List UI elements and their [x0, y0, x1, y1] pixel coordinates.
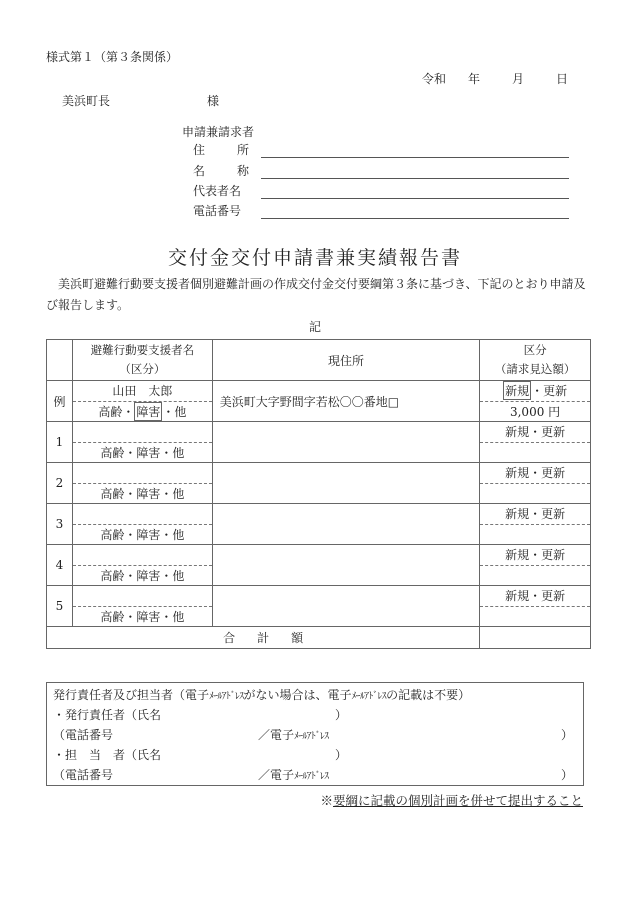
issuer-name-label: ・発行責任者（氏名	[53, 708, 162, 722]
issuer-name-close: ）	[335, 708, 348, 722]
email-prefix: ／電子	[258, 728, 295, 742]
type-new-selected: 新規	[503, 381, 531, 400]
staff-name-close: ）	[335, 748, 348, 762]
name-label-b: 称	[236, 164, 249, 178]
staff-email-label	[258, 765, 329, 787]
row-amount-input[interactable]	[480, 607, 590, 627]
row-type[interactable]: 新規・更新	[480, 422, 590, 443]
document-title: 交付金交付申請書兼実績報告書	[167, 247, 462, 269]
row-no: 5	[47, 586, 73, 627]
staff-phone-label: （電話番号	[53, 768, 114, 782]
header-no	[47, 340, 73, 381]
row-name-cell	[72, 545, 212, 586]
example-row	[47, 381, 591, 422]
example-kubun-cell	[480, 381, 591, 422]
application-table	[46, 339, 591, 649]
header-name-line1: 避難行動要支援者名	[90, 343, 195, 357]
example-amount: 3,000 円	[509, 404, 561, 419]
date-month-label: 月	[512, 72, 525, 86]
row-category[interactable]: 高齢・障害・他	[100, 486, 185, 501]
issuer-name-line	[53, 705, 577, 725]
form-number: 様式第１（第３条関係）	[46, 50, 179, 64]
row-amount-input[interactable]	[480, 484, 590, 504]
date-day-label: 日	[556, 72, 569, 86]
row-name-cell	[72, 422, 212, 463]
row-name-cell	[72, 463, 212, 504]
row-address-input[interactable]	[212, 463, 479, 504]
total-label: 合計額	[47, 627, 480, 649]
email-kana: ﾒｰﾙｱﾄﾞﾚｽ	[294, 771, 329, 782]
total-row	[47, 627, 591, 649]
responsible-heading	[53, 685, 577, 705]
header-address: 現住所	[212, 340, 479, 381]
row-category[interactable]: 高齢・障害・他	[100, 527, 185, 542]
table-row	[47, 504, 591, 545]
row-name-input[interactable]	[73, 586, 212, 607]
address-field-row	[193, 141, 569, 158]
row-no: 3	[47, 504, 73, 545]
issuer-phone-label: （電話番号	[53, 728, 114, 742]
heading-kana-2: ﾒｰﾙｱﾄﾞﾚｽ	[351, 691, 387, 702]
row-address-input[interactable]	[212, 545, 479, 586]
row-name-input[interactable]	[73, 545, 212, 566]
body-text: 美浜町避難行動要支援者個別避難計画の作成交付金交付要綱第３条に基づき、下記のとおり申請及び報告します。	[46, 277, 586, 312]
row-name-input[interactable]	[73, 504, 212, 525]
row-type[interactable]: 新規・更新	[480, 586, 590, 607]
honorific: 様	[207, 94, 220, 108]
row-no: 2	[47, 463, 73, 504]
email-kana: ﾒｰﾙｱﾄﾞﾚｽ	[294, 731, 329, 742]
row-kubun-cell	[480, 545, 591, 586]
row-amount-input[interactable]	[480, 566, 590, 586]
address-label-a: 住	[193, 143, 206, 157]
issuer-contact-close: ）	[561, 728, 574, 742]
row-name-input[interactable]	[73, 422, 212, 443]
row-address-input[interactable]	[212, 422, 479, 463]
applicant-heading: 申請兼請求者	[182, 125, 255, 139]
note-text: 要綱に記載の個別計画を併せて提出すること	[332, 793, 583, 808]
email-prefix: ／電子	[258, 768, 295, 782]
header-kubun	[480, 340, 591, 381]
row-kubun-cell	[480, 463, 591, 504]
header-name-line2: （区分）	[119, 362, 166, 376]
representative-label: 代表者名	[193, 184, 242, 198]
table-header-row	[47, 340, 591, 381]
responsible-heading-text	[53, 685, 470, 707]
table-row	[47, 463, 591, 504]
row-type[interactable]: 新規・更新	[480, 504, 590, 525]
ki-label: 記	[308, 320, 321, 334]
row-no: 4	[47, 545, 73, 586]
row-category[interactable]: 高齢・障害・他	[100, 568, 185, 583]
row-address-input[interactable]	[212, 504, 479, 545]
header-name	[72, 340, 212, 381]
example-name-cell	[72, 381, 212, 422]
heading-part-a: 発行責任者及び担当者（電子	[53, 688, 210, 702]
issuer-email-label	[258, 725, 329, 747]
name-label-a: 名	[193, 164, 206, 178]
heading-part-c: の記載は不要）	[386, 688, 471, 702]
date-row	[422, 70, 568, 87]
staff-contact-line	[53, 765, 577, 785]
category-elderly: 高齢	[98, 404, 123, 419]
table-row	[47, 422, 591, 463]
row-name-cell	[72, 586, 212, 627]
table-row	[47, 545, 591, 586]
name-field-row	[193, 162, 569, 179]
row-name-cell	[72, 504, 212, 545]
row-kubun-cell	[480, 586, 591, 627]
example-address: 美浜町大字野間字若松〇〇番地□	[212, 381, 479, 422]
example-name: 山田 太郎	[73, 381, 212, 402]
example-no: 例	[47, 381, 73, 422]
header-kubun-line2: （請求見込額）	[494, 362, 576, 376]
heading-kana-1: ﾒｰﾙｱﾄﾞﾚｽ	[209, 691, 244, 702]
category-disability-selected: 障害	[134, 402, 162, 421]
addressee: 美浜町長	[62, 94, 111, 108]
staff-name-line	[53, 745, 577, 765]
header-kubun-line1: 区分	[523, 343, 547, 357]
address-input[interactable]	[261, 144, 569, 158]
category-other: ・他	[162, 404, 187, 419]
row-amount-input[interactable]	[480, 525, 590, 545]
row-category[interactable]: 高齢・障害・他	[100, 609, 185, 624]
row-address-input[interactable]	[212, 586, 479, 627]
row-amount-input[interactable]	[480, 443, 590, 463]
phone-label: 電話番号	[193, 204, 242, 218]
row-kubun-cell	[480, 504, 591, 545]
heading-part-b: がない場合は、電子	[243, 688, 352, 702]
row-type[interactable]: 新規・更新	[480, 463, 590, 484]
row-type[interactable]: 新規・更新	[480, 545, 590, 566]
example-category	[73, 402, 212, 422]
staff-name-label: ・担 当 者（氏名	[53, 748, 162, 762]
row-category[interactable]: 高齢・障害・他	[100, 445, 185, 460]
row-kubun-cell	[480, 422, 591, 463]
issuer-contact-line	[53, 725, 577, 745]
address-label-b: 所	[236, 143, 249, 157]
table-row	[47, 586, 591, 627]
total-amount-input[interactable]	[480, 627, 591, 649]
row-name-input[interactable]	[73, 463, 212, 484]
footer-note	[320, 791, 583, 809]
phone-field-row	[193, 202, 569, 219]
address-label	[193, 141, 249, 158]
representative-input[interactable]	[261, 185, 569, 199]
row-no: 1	[47, 422, 73, 463]
type-renewal: ・更新	[531, 384, 568, 399]
responsible-persons-box	[46, 682, 584, 786]
category-separator: ・	[122, 404, 135, 419]
name-label	[193, 162, 249, 179]
staff-contact-close: ）	[561, 768, 574, 782]
phone-input[interactable]	[261, 205, 569, 219]
date-year-label: 年	[468, 72, 481, 86]
example-type	[480, 381, 590, 402]
name-input[interactable]	[261, 165, 569, 179]
date-era: 令和	[422, 72, 447, 86]
representative-field-row	[193, 182, 569, 199]
note-mark: ※	[320, 793, 333, 808]
